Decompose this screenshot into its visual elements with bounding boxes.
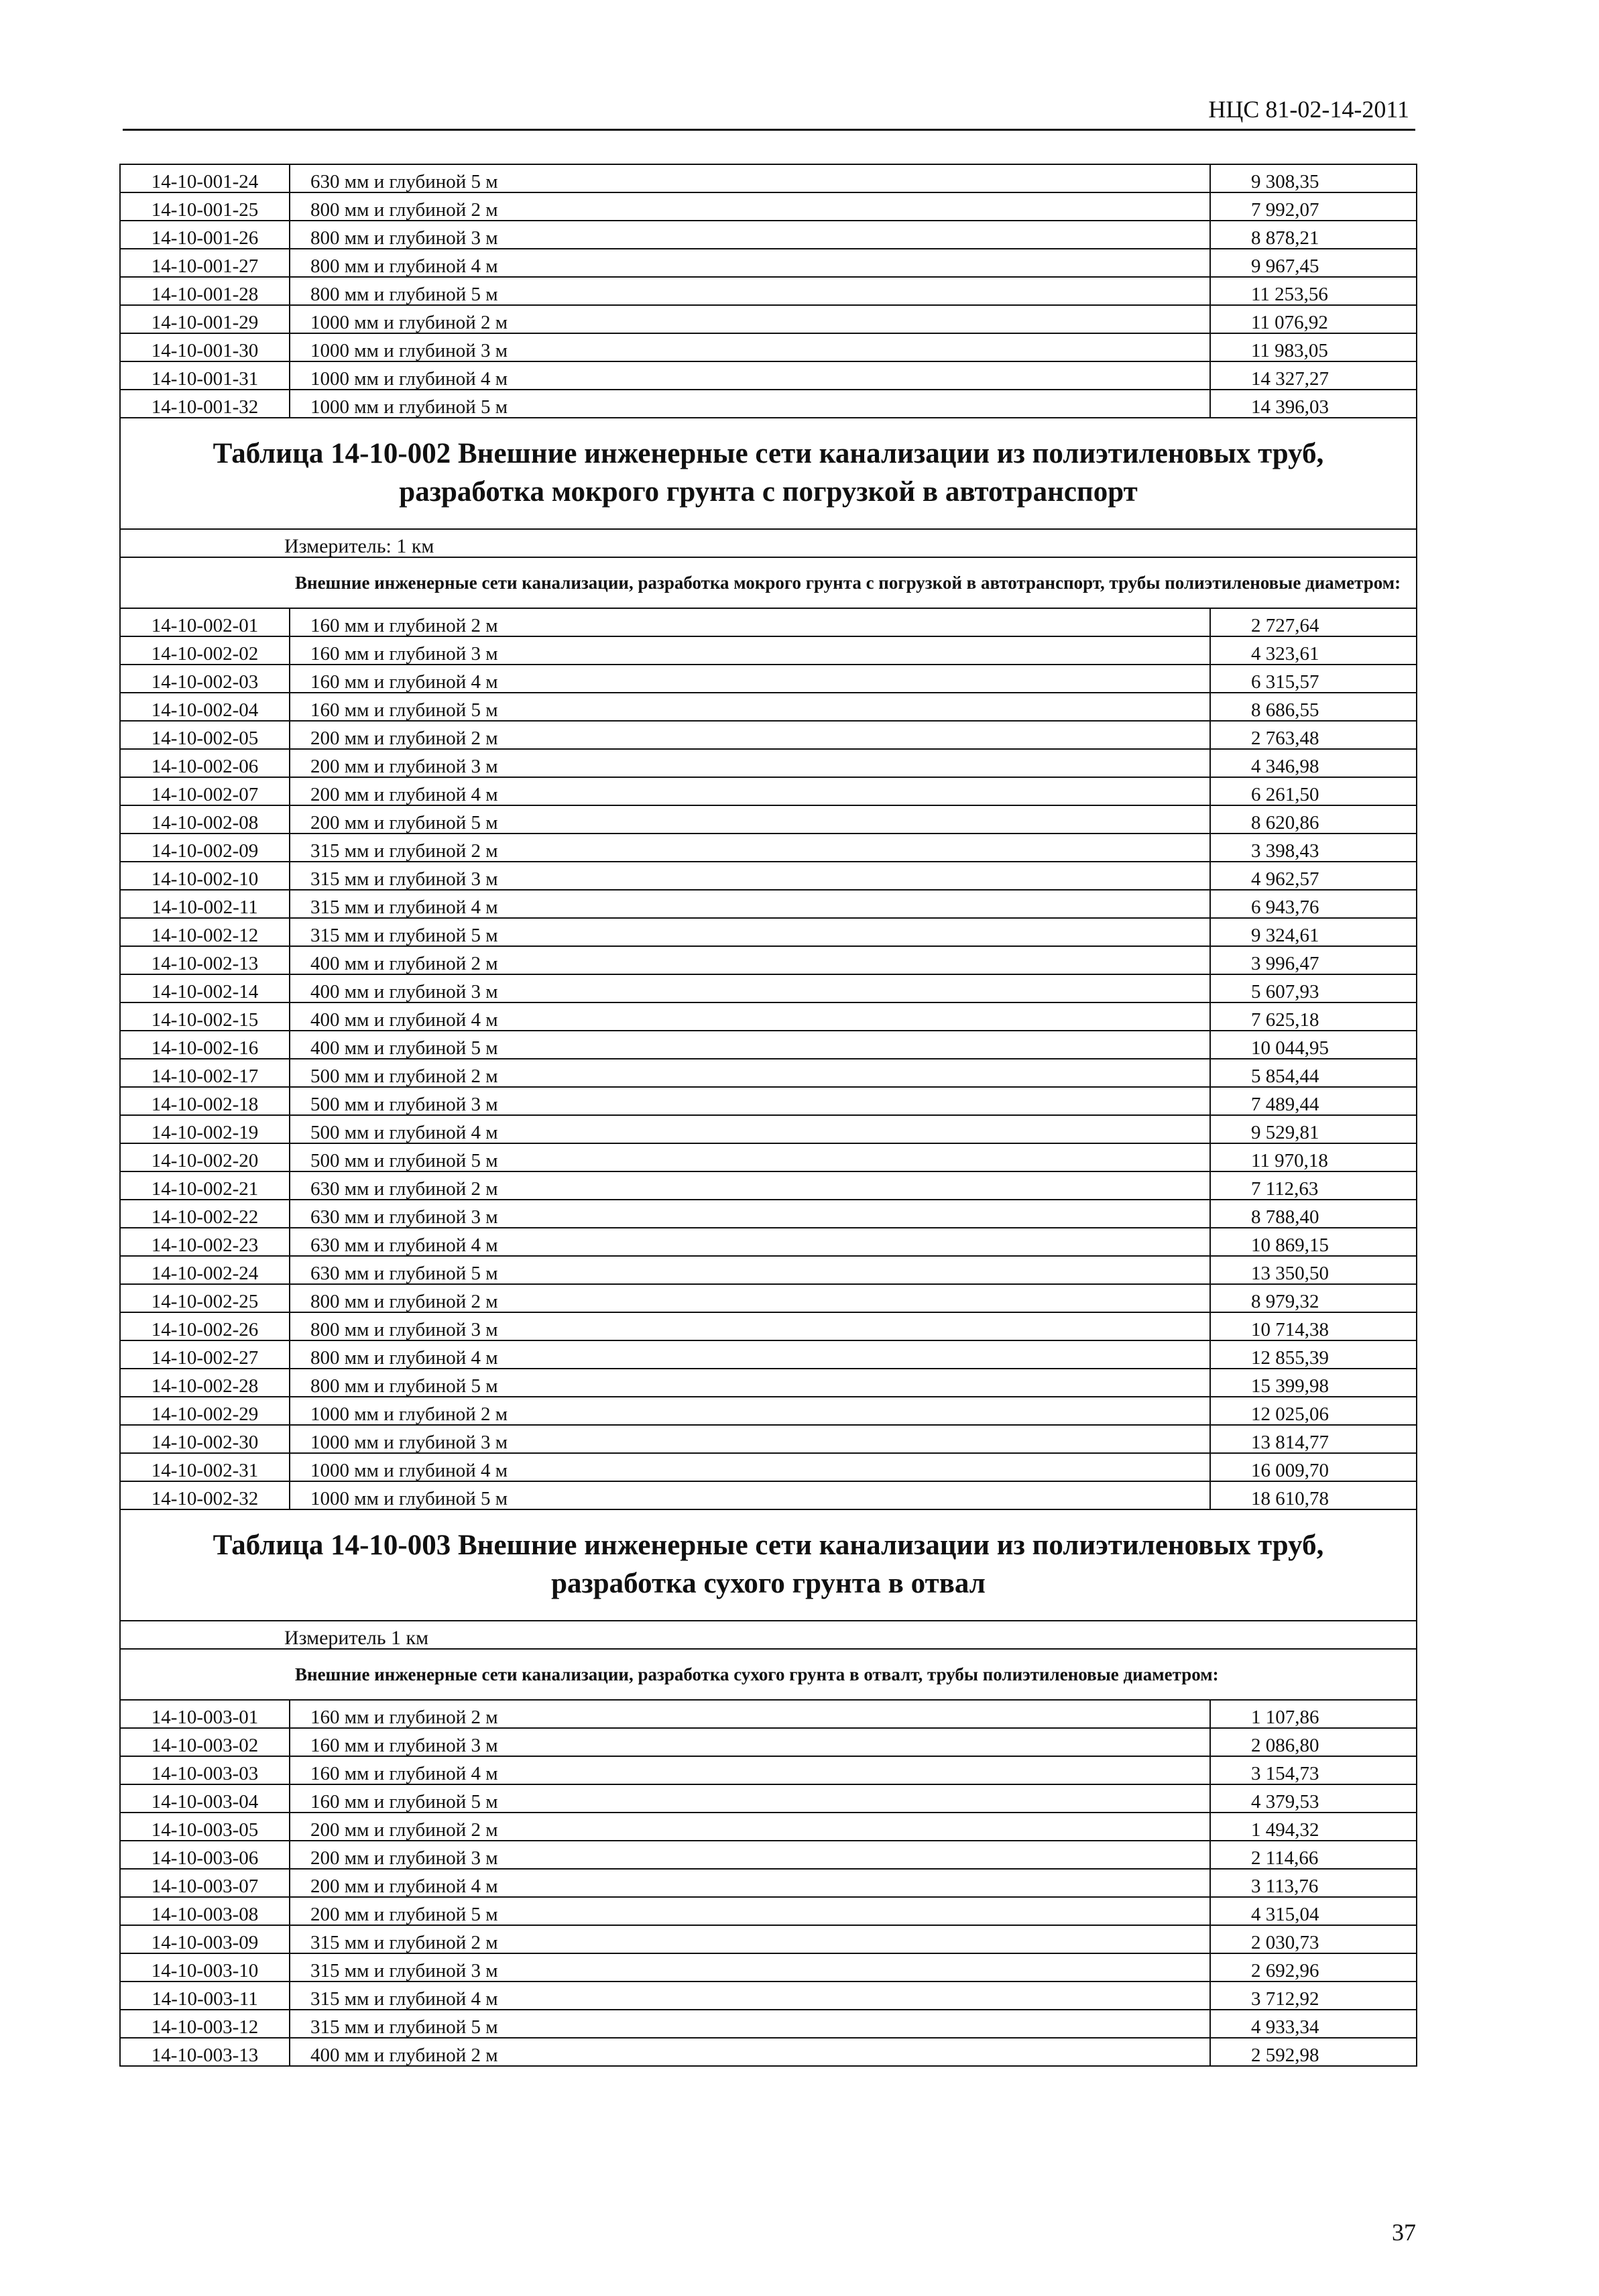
table-row [120, 221, 1417, 249]
row-description: 1000 мм и глубиной 3 м [290, 333, 1210, 361]
row-price: 1 494,32 [1210, 1813, 1417, 1841]
row-description: 630 мм и глубиной 2 м [290, 1171, 1210, 1200]
row-description: 200 мм и глубиной 2 м [290, 721, 1210, 749]
table-row [120, 1897, 1417, 1925]
row-code: 14-10-001-30 [120, 333, 290, 361]
row-description: 1000 мм и глубиной 3 м [290, 1425, 1210, 1453]
row-price: 2 592,98 [1210, 2038, 1417, 2066]
row-description: 160 мм и глубиной 2 м [290, 608, 1210, 636]
table-row [120, 2038, 1417, 2066]
row-price: 5 854,44 [1210, 1059, 1417, 1087]
table-002-unit-row [120, 529, 1417, 557]
row-price: 9 308,35 [1210, 164, 1417, 192]
row-price: 9 529,81 [1210, 1115, 1417, 1143]
table-row [120, 1481, 1417, 1509]
row-code: 14-10-003-13 [120, 2038, 290, 2066]
table-002-heading-row [120, 557, 1417, 608]
row-price: 12 025,06 [1210, 1397, 1417, 1425]
row-price: 11 253,56 [1210, 277, 1417, 305]
row-price: 1 107,86 [1210, 1700, 1417, 1728]
table-row [120, 1756, 1417, 1784]
row-price: 3 113,76 [1210, 1869, 1417, 1897]
row-description: 200 мм и глубиной 3 м [290, 1841, 1210, 1869]
row-price: 6 261,50 [1210, 777, 1417, 805]
table-row [120, 1340, 1417, 1369]
table-row [120, 164, 1417, 192]
table-002-title [120, 418, 1417, 529]
row-price: 10 869,15 [1210, 1228, 1417, 1256]
row-price: 3 712,92 [1210, 1982, 1417, 2010]
row-price: 4 379,53 [1210, 1784, 1417, 1813]
row-description: 200 мм и глубиной 5 м [290, 1897, 1210, 1925]
table-row [120, 1369, 1417, 1397]
table-row [120, 1143, 1417, 1171]
table-row [120, 192, 1417, 221]
document-code: НЦС 81-02-14-2011 [1208, 96, 1409, 123]
row-description: 400 мм и глубиной 2 м [290, 2038, 1210, 2066]
table-003-unit-row [120, 1621, 1417, 1649]
table-row [120, 361, 1417, 390]
table-003-unit-cell [120, 1621, 1417, 1649]
row-code: 14-10-002-26 [120, 1312, 290, 1340]
row-price: 9 967,45 [1210, 249, 1417, 277]
row-description: 160 мм и глубиной 4 м [290, 665, 1210, 693]
price-table-body [120, 164, 1417, 2066]
table-row [120, 1925, 1417, 1953]
table-row [120, 693, 1417, 721]
row-description: 315 мм и глубиной 3 м [290, 862, 1210, 890]
table-row [120, 1256, 1417, 1284]
row-price: 10 044,95 [1210, 1031, 1417, 1059]
table-002-title-row [120, 418, 1417, 529]
row-price: 2 763,48 [1210, 721, 1417, 749]
row-description: 630 мм и глубиной 5 м [290, 1256, 1210, 1284]
row-price: 2 727,64 [1210, 608, 1417, 636]
row-price: 4 933,34 [1210, 2010, 1417, 2038]
row-price: 2 030,73 [1210, 1925, 1417, 1953]
table-row [120, 1284, 1417, 1312]
table-row [120, 1397, 1417, 1425]
row-price: 4 323,61 [1210, 636, 1417, 665]
row-description: 500 мм и глубиной 2 м [290, 1059, 1210, 1087]
row-code: 14-10-002-23 [120, 1228, 290, 1256]
table-003-title-line1: Таблица 14-10-003 Внешние инженерные сети канализации из полиэтиленовых труб, [213, 1530, 1324, 1562]
row-description: 200 мм и глубиной 4 м [290, 777, 1210, 805]
row-code: 14-10-002-03 [120, 665, 290, 693]
row-description: 800 мм и глубиной 5 м [290, 277, 1210, 305]
row-code: 14-10-002-01 [120, 608, 290, 636]
table-row [120, 636, 1417, 665]
row-code: 14-10-002-19 [120, 1115, 290, 1143]
row-price: 9 324,61 [1210, 918, 1417, 946]
row-code: 14-10-002-08 [120, 805, 290, 834]
row-price: 3 996,47 [1210, 946, 1417, 974]
row-code: 14-10-002-15 [120, 1002, 290, 1031]
row-price: 8 686,55 [1210, 693, 1417, 721]
table-row [120, 1228, 1417, 1256]
row-price: 4 346,98 [1210, 749, 1417, 777]
table-row [120, 249, 1417, 277]
row-code: 14-10-002-27 [120, 1340, 290, 1369]
row-price: 7 112,63 [1210, 1171, 1417, 1200]
row-code: 14-10-002-17 [120, 1059, 290, 1087]
row-description: 315 мм и глубиной 2 м [290, 834, 1210, 862]
row-code: 14-10-002-07 [120, 777, 290, 805]
row-price: 13 350,50 [1210, 1256, 1417, 1284]
row-description: 160 мм и глубиной 3 м [290, 1728, 1210, 1756]
row-code: 14-10-003-09 [120, 1925, 290, 1953]
row-code: 14-10-002-06 [120, 749, 290, 777]
row-description: 800 мм и глубиной 4 м [290, 1340, 1210, 1369]
row-code: 14-10-002-22 [120, 1200, 290, 1228]
row-code: 14-10-003-06 [120, 1841, 290, 1869]
row-description: 630 мм и глубиной 4 м [290, 1228, 1210, 1256]
row-code: 14-10-002-13 [120, 946, 290, 974]
table-row [120, 1953, 1417, 1982]
row-description: 800 мм и глубиной 4 м [290, 249, 1210, 277]
row-code: 14-10-003-08 [120, 1897, 290, 1925]
row-code: 14-10-003-05 [120, 1813, 290, 1841]
row-description: 800 мм и глубиной 5 м [290, 1369, 1210, 1397]
table-003-title [120, 1509, 1417, 1621]
row-price: 8 620,86 [1210, 805, 1417, 834]
table-row [120, 862, 1417, 890]
table-003-heading: Внешние инженерные сети канализации, разработка сухого грунта в отвалт, трубы полиэтиленовые диаметром: [120, 1649, 1417, 1700]
row-code: 14-10-002-04 [120, 693, 290, 721]
table-row [120, 1982, 1417, 2010]
row-code: 14-10-003-10 [120, 1953, 290, 1982]
row-price: 6 315,57 [1210, 665, 1417, 693]
row-description: 315 мм и глубиной 4 м [290, 1982, 1210, 2010]
table-row [120, 1425, 1417, 1453]
table-row [120, 1087, 1417, 1115]
table-row [120, 890, 1417, 918]
row-price: 10 714,38 [1210, 1312, 1417, 1340]
row-description: 1000 мм и глубиной 5 м [290, 1481, 1210, 1509]
page-number: 37 [1392, 2219, 1416, 2246]
row-code: 14-10-001-29 [120, 305, 290, 333]
row-code: 14-10-002-29 [120, 1397, 290, 1425]
row-description: 200 мм и глубиной 3 м [290, 749, 1210, 777]
row-price: 13 814,77 [1210, 1425, 1417, 1453]
row-code: 14-10-001-25 [120, 192, 290, 221]
row-price: 7 625,18 [1210, 1002, 1417, 1031]
table-row [120, 277, 1417, 305]
row-description: 1000 мм и глубиной 4 м [290, 1453, 1210, 1481]
row-code: 14-10-002-30 [120, 1425, 290, 1453]
table-003-heading-row [120, 1649, 1417, 1700]
row-code: 14-10-002-18 [120, 1087, 290, 1115]
row-code: 14-10-002-32 [120, 1481, 290, 1509]
table-002-unit-cell [120, 529, 1417, 557]
row-description: 1000 мм и глубиной 2 м [290, 1397, 1210, 1425]
table-row [120, 665, 1417, 693]
row-description: 500 мм и глубиной 4 м [290, 1115, 1210, 1143]
row-code: 14-10-003-11 [120, 1982, 290, 2010]
row-code: 14-10-001-26 [120, 221, 290, 249]
row-description: 160 мм и глубиной 3 м [290, 636, 1210, 665]
table-row [120, 1813, 1417, 1841]
row-code: 14-10-003-01 [120, 1700, 290, 1728]
row-price: 18 610,78 [1210, 1481, 1417, 1509]
row-code: 14-10-002-09 [120, 834, 290, 862]
row-price: 3 154,73 [1210, 1756, 1417, 1784]
table-row [120, 1115, 1417, 1143]
row-description: 200 мм и глубиной 5 м [290, 805, 1210, 834]
row-description: 800 мм и глубиной 2 м [290, 192, 1210, 221]
row-code: 14-10-002-31 [120, 1453, 290, 1481]
row-code: 14-10-001-32 [120, 390, 290, 418]
row-code: 14-10-001-31 [120, 361, 290, 390]
row-description: 1000 мм и глубиной 4 м [290, 361, 1210, 390]
row-description: 315 мм и глубиной 4 м [290, 890, 1210, 918]
row-description: 500 мм и глубиной 3 м [290, 1087, 1210, 1115]
row-price: 4 962,57 [1210, 862, 1417, 890]
row-price: 2 086,80 [1210, 1728, 1417, 1756]
row-description: 315 мм и глубиной 5 м [290, 918, 1210, 946]
table-row [120, 721, 1417, 749]
row-price: 11 076,92 [1210, 305, 1417, 333]
table-row [120, 1784, 1417, 1813]
table-003-title-row [120, 1509, 1417, 1621]
table-row [120, 390, 1417, 418]
row-price: 12 855,39 [1210, 1340, 1417, 1369]
row-description: 315 мм и глубиной 3 м [290, 1953, 1210, 1982]
table-row [120, 1453, 1417, 1481]
price-table [119, 164, 1417, 2067]
row-code: 14-10-002-28 [120, 1369, 290, 1397]
row-description: 800 мм и глубиной 3 м [290, 1312, 1210, 1340]
row-code: 14-10-002-25 [120, 1284, 290, 1312]
table-002-title-line2: разработка мокрого грунта с погрузкой в автотранспорт [399, 476, 1138, 508]
row-description: 800 мм и глубиной 2 м [290, 1284, 1210, 1312]
table-row [120, 305, 1417, 333]
row-code: 14-10-003-03 [120, 1756, 290, 1784]
table-row [120, 2010, 1417, 2038]
row-price: 2 692,96 [1210, 1953, 1417, 1982]
row-description: 160 мм и глубиной 4 м [290, 1756, 1210, 1784]
row-description: 630 мм и глубиной 3 м [290, 1200, 1210, 1228]
row-description: 200 мм и глубиной 2 м [290, 1813, 1210, 1841]
row-code: 14-10-002-21 [120, 1171, 290, 1200]
row-description: 400 мм и глубиной 5 м [290, 1031, 1210, 1059]
row-description: 315 мм и глубиной 5 м [290, 2010, 1210, 2038]
row-description: 400 мм и глубиной 2 м [290, 946, 1210, 974]
header-rule [123, 129, 1415, 131]
row-code: 14-10-001-28 [120, 277, 290, 305]
row-description: 200 мм и глубиной 4 м [290, 1869, 1210, 1897]
table-row [120, 1031, 1417, 1059]
row-price: 15 399,98 [1210, 1369, 1417, 1397]
row-price: 8 788,40 [1210, 1200, 1417, 1228]
row-code: 14-10-002-20 [120, 1143, 290, 1171]
table-row [120, 1200, 1417, 1228]
row-code: 14-10-003-12 [120, 2010, 290, 2038]
table-002-heading: Внешние инженерные сети канализации, разработка мокрого грунта с погрузкой в автотранспорт, трубы полиэтиленовые диаметром: [120, 557, 1417, 608]
table-row [120, 1841, 1417, 1869]
table-row [120, 918, 1417, 946]
table-row [120, 1728, 1417, 1756]
table-row [120, 749, 1417, 777]
row-price: 7 489,44 [1210, 1087, 1417, 1115]
row-code: 14-10-003-07 [120, 1869, 290, 1897]
table-row [120, 805, 1417, 834]
row-price: 11 983,05 [1210, 333, 1417, 361]
table-row [120, 1059, 1417, 1087]
table-row [120, 1171, 1417, 1200]
row-price: 11 970,18 [1210, 1143, 1417, 1171]
row-price: 14 327,27 [1210, 361, 1417, 390]
table-row [120, 1869, 1417, 1897]
table-row [120, 608, 1417, 636]
row-code: 14-10-002-02 [120, 636, 290, 665]
row-code: 14-10-002-10 [120, 862, 290, 890]
row-price: 3 398,43 [1210, 834, 1417, 862]
row-description: 500 мм и глубиной 5 м [290, 1143, 1210, 1171]
row-code: 14-10-002-24 [120, 1256, 290, 1284]
row-price: 16 009,70 [1210, 1453, 1417, 1481]
row-price: 2 114,66 [1210, 1841, 1417, 1869]
row-code: 14-10-002-16 [120, 1031, 290, 1059]
table-row [120, 1700, 1417, 1728]
table-row [120, 333, 1417, 361]
table-row [120, 834, 1417, 862]
row-description: 1000 мм и глубиной 2 м [290, 305, 1210, 333]
row-code: 14-10-002-11 [120, 890, 290, 918]
row-price: 7 992,07 [1210, 192, 1417, 221]
row-price: 6 943,76 [1210, 890, 1417, 918]
row-price: 5 607,93 [1210, 974, 1417, 1002]
row-code: 14-10-002-12 [120, 918, 290, 946]
row-code: 14-10-001-24 [120, 164, 290, 192]
row-description: 160 мм и глубиной 2 м [290, 1700, 1210, 1728]
row-description: 400 мм и глубиной 3 м [290, 974, 1210, 1002]
row-price: 8 979,32 [1210, 1284, 1417, 1312]
row-description: 400 мм и глубиной 4 м [290, 1002, 1210, 1031]
table-row [120, 1002, 1417, 1031]
row-code: 14-10-003-02 [120, 1728, 290, 1756]
row-price: 8 878,21 [1210, 221, 1417, 249]
table-row [120, 777, 1417, 805]
row-code: 14-10-001-27 [120, 249, 290, 277]
table-002-unit: Измеритель: 1 км [284, 535, 434, 557]
row-description: 315 мм и глубиной 2 м [290, 1925, 1210, 1953]
table-row [120, 1312, 1417, 1340]
row-description: 160 мм и глубиной 5 м [290, 693, 1210, 721]
row-description: 160 мм и глубиной 5 м [290, 1784, 1210, 1813]
row-description: 800 мм и глубиной 3 м [290, 221, 1210, 249]
row-code: 14-10-003-04 [120, 1784, 290, 1813]
row-code: 14-10-002-14 [120, 974, 290, 1002]
row-code: 14-10-002-05 [120, 721, 290, 749]
row-price: 4 315,04 [1210, 1897, 1417, 1925]
table-003-unit: Измеритель 1 км [284, 1627, 429, 1649]
row-description: 630 мм и глубиной 5 м [290, 164, 1210, 192]
table-002-title-line1: Таблица 14-10-002 Внешние инженерные сети канализации из полиэтиленовых труб, [213, 438, 1324, 470]
row-price: 14 396,03 [1210, 390, 1417, 418]
table-row [120, 946, 1417, 974]
table-row [120, 974, 1417, 1002]
row-description: 1000 мм и глубиной 5 м [290, 390, 1210, 418]
table-003-title-line2: разработка сухого грунта в отвал [551, 1568, 986, 1599]
